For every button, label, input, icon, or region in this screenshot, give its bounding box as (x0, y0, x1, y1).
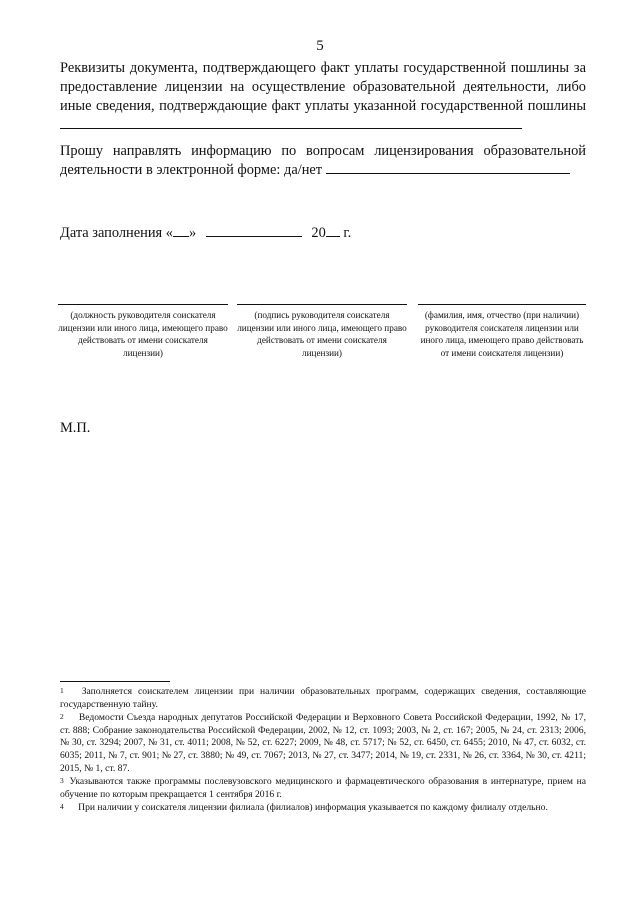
position-caption: (должность руководителя соискателя лицензии или иного лица, имеющего право действовать от имени соискателя лицензии) (58, 310, 228, 358)
page-number: 5 (316, 38, 324, 54)
footnote-1-text: Заполняется соискателем лицензии при наличии образовательных программ, содержащих сведения, составляющие государственную тайну. (60, 686, 586, 710)
footnote-1-mark: 1 (60, 686, 64, 695)
electronic-info-blank-line[interactable] (326, 161, 570, 174)
footnotes (60, 686, 586, 816)
electronic-info-text: Прошу направлять информацию по вопросам лицензирования образовательной деятельности в электронной форме: да/нет (60, 143, 586, 178)
footnote-2-mark: 2 (60, 712, 64, 722)
fill-date-close-quote: » (188, 225, 197, 241)
signature-caption: (подпись руководителя соискателя лицензии или иного лица, имеющего право действовать от имени соискателя лицензии) (237, 310, 407, 358)
footnote-4-mark: 4 (60, 802, 64, 812)
footnote-3-text: Указываются также программы послевузовского медицинского и фармацевтического образования в интернатуре, прием на обучение по которым прекращается 1 сентября 2016 г. (60, 776, 586, 800)
fill-date-line (60, 224, 351, 243)
day-blank[interactable] (173, 224, 189, 237)
position-signature-line[interactable] (58, 304, 228, 305)
footnote-3-mark: 3 (60, 776, 64, 786)
year-blank[interactable] (326, 224, 340, 237)
year-prefix: 20 (311, 225, 326, 241)
footnote-1 (60, 686, 586, 711)
electronic-info-paragraph (60, 142, 586, 180)
stamp-label: М.П. (60, 420, 91, 436)
footnote-2-text: Ведомости Съезда народных депутатов Российской Федерации и Верховного Совета Российской Федерации, 1992, № 17, ст. 888; Собрание законодательства Российской Федерации, 2002, № 12, ст. 1093; 2003, № 2, ст. 167; 2005, № 24, ст. 2313; 2006, № 30, ст. 3294; 2007, № 31, ст. 4011; 2008, № 52, ст. 6227; 2009, № 48, ст. 5717; № 52, ст. 6450, ст. 6455; 2010, № 47, ст. 6032, ст. 6035; 2011, № 7, ст. 901; № 27, ст. 3880; № 49, ст. 7067; 2013, № 27, ст. 3477; 2014, № 19, ст. 2331, № 26, ст. 3364, № 30, ст. 4211; 2015, № 1, ст. 87. (60, 712, 586, 774)
payment-details-text: Реквизиты документа, подтверждающего факт уплаты государственной пошлины за предоставление лицензии на осуществление образовательной деятельности, либо иные сведения, подтверждающие факт уплаты указанной государственной пошлины (60, 60, 586, 114)
payment-details-paragraph (60, 59, 586, 135)
full-name-caption: (фамилия, имя, отчество (при наличии) руководителя соискателя лицензии или иного лица, имеющего право действовать от имени соискателя лицензии) (420, 310, 584, 358)
signature-line[interactable] (237, 304, 407, 305)
footnote-4 (60, 802, 586, 815)
fill-date-label: Дата заполнения « (60, 225, 173, 241)
full-name-signature-line[interactable] (418, 304, 586, 305)
footnote-3 (60, 776, 586, 801)
payment-details-blank-line[interactable] (60, 116, 522, 129)
footnote-4-text: При наличии у соискателя лицензии филиала (филиалов) информация указывается по каждому филиалу отдельно. (78, 802, 548, 814)
footnote-2 (60, 712, 586, 775)
footnote-divider (60, 681, 170, 682)
month-blank[interactable] (206, 224, 302, 237)
year-suffix: г. (343, 225, 352, 241)
